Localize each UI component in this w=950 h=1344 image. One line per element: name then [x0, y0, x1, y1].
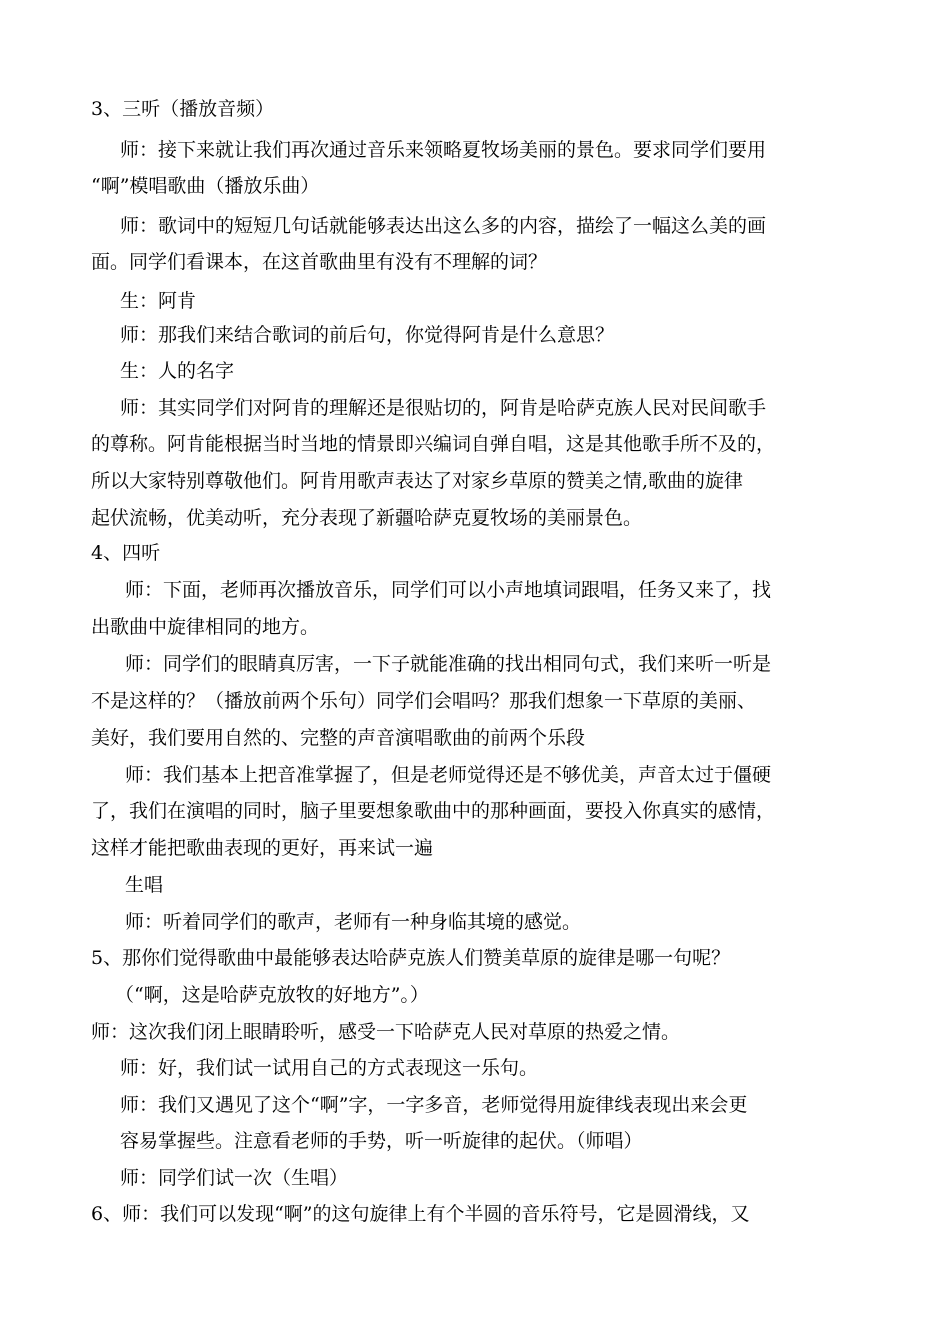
- section-heading-4: 4、四听: [91, 542, 161, 564]
- paragraph-line: 不是这样的？（播放前两个乐句）同学们会唱吗？那我们想象一下草原的美丽、: [91, 690, 757, 712]
- paragraph-line: 出歌曲中旋律相同的地方。: [91, 616, 320, 638]
- paragraph-line: 师：这次我们闭上眼睛聆听，感受一下哈萨克人民对草原的热爱之情。: [91, 1021, 681, 1043]
- paragraph-line: 容易掌握些。注意看老师的手势，听一听旋律的起伏。（师唱）: [120, 1130, 643, 1152]
- paragraph-line: （“啊，这是哈萨克放牧的好地方”。）: [115, 984, 429, 1006]
- paragraph-line: 师：那我们来结合歌词的前后句，你觉得阿肯是什么意思？: [120, 324, 615, 346]
- section-heading-5: 5、那你们觉得歌曲中最能够表达哈萨克族人们赞美草原的旋律是哪一句呢？: [91, 947, 731, 969]
- paragraph-line: 师：我们又遇见了这个“啊”字，一字多音，老师觉得用旋律线表现出来会更: [120, 1094, 748, 1116]
- paragraph-line: 面。同学们看课本，在这首歌曲里有没有不理解的词？: [91, 251, 548, 273]
- paragraph-line: 美好，我们要用自然的、完整的声音演唱歌曲的前两个乐段: [91, 727, 586, 749]
- paragraph-line: 师：我们基本上把音准掌握了，但是老师觉得还是不够优美，声音太过于僵硬: [125, 764, 772, 786]
- paragraph-line: 师：听着同学们的歌声，老师有一种身临其境的感觉。: [125, 911, 582, 933]
- paragraph-line: 师：同学们的眼睛真厉害，一下子就能准确的找出相同句式，我们来听一听是: [125, 653, 772, 675]
- paragraph-line: 师：同学们试一次（生唱）: [120, 1167, 349, 1189]
- paragraph-line: 师：好，我们试一试用自己的方式表现这一乐句。: [120, 1057, 539, 1079]
- paragraph-line: 的尊称。阿肯能根据当时当地的情景即兴编词自弹自唱，这是其他歌手所不及的，: [91, 433, 776, 455]
- paragraph-line: 师：其实同学们对阿肯的理解还是很贴切的，阿肯是哈萨克族人民对民间歌手: [120, 397, 767, 419]
- paragraph-line: 师：接下来就让我们再次通过音乐来领略夏牧场美丽的景色。要求同学们要用: [120, 139, 767, 161]
- section-heading-3: 3、三听（播放音频）: [91, 98, 275, 120]
- paragraph-line: 所以大家特别尊敬他们。阿肯用歌声表达了对家乡草原的赞美之情,歌曲的旋律: [91, 470, 744, 492]
- paragraph-line: 生：阿肯: [120, 290, 197, 312]
- paragraph-line: 生：人的名字: [120, 360, 235, 382]
- paragraph-line: 这样才能把歌曲表现的更好，再来试一遍: [91, 837, 434, 859]
- section-heading-6: 6、师：我们可以发现“啊”的这句旋律上有个半圆的音乐符号，它是圆滑线，又: [91, 1203, 750, 1225]
- paragraph-line: 师：下面，老师再次播放音乐，同学们可以小声地填词跟唱，任务又来了，找: [125, 579, 772, 601]
- paragraph-line: 生唱: [125, 874, 164, 896]
- paragraph-line: “啊”模唱歌曲（播放乐曲）: [91, 175, 320, 197]
- paragraph-line: 师：歌词中的短短几句话就能够表达出这么多的内容，描绘了一幅这么美的画: [120, 215, 767, 237]
- paragraph-line: 起伏流畅，优美动听，充分表现了新疆哈萨克夏牧场的美丽景色。: [91, 507, 643, 529]
- paragraph-line: 了，我们在演唱的同时，脑子里要想象歌曲中的那种画面，要投入你真实的感情，: [91, 800, 776, 822]
